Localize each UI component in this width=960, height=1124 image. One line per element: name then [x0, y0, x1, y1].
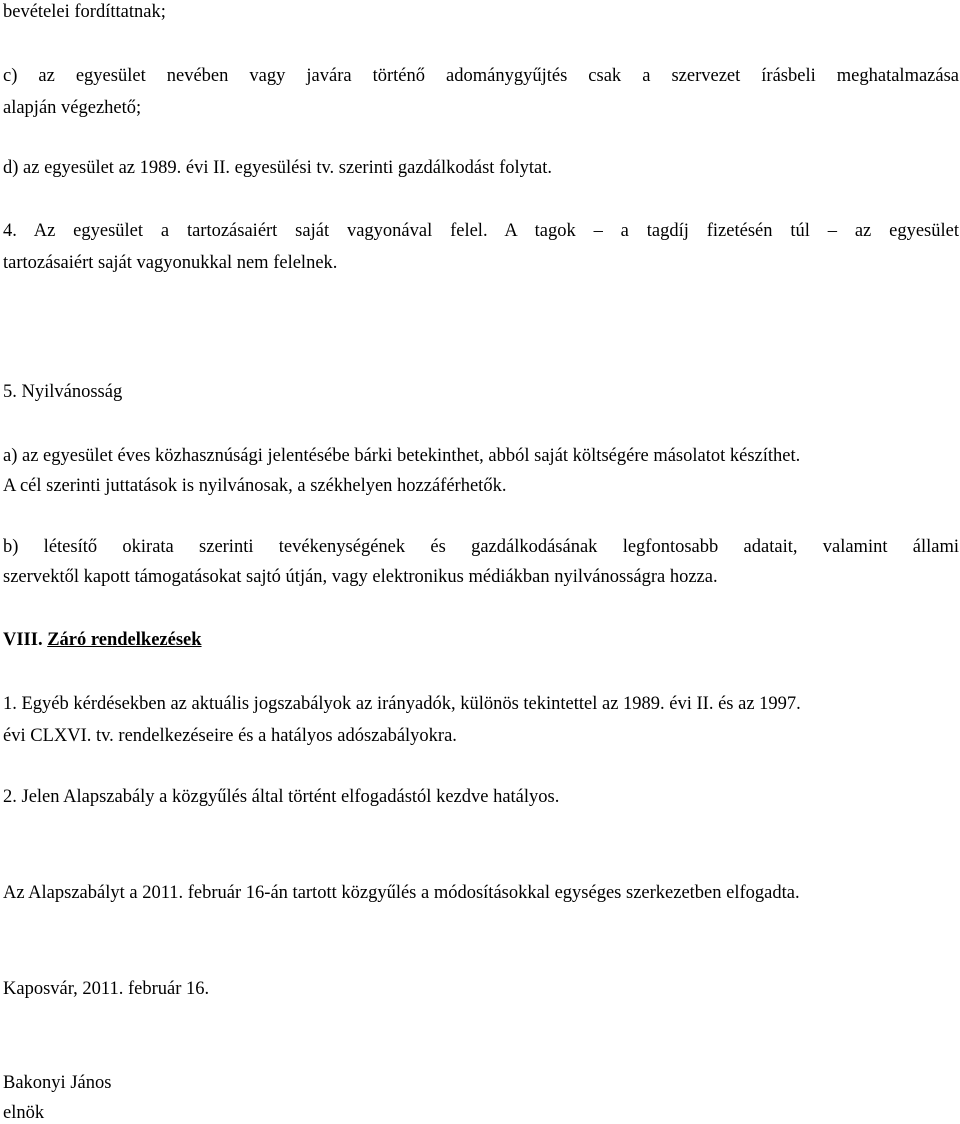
item-c-line-2: alapján végezhető; [3, 98, 142, 118]
text-line-fragment: bevételei fordíttatnak; [3, 2, 166, 22]
closing-2: 2. Jelen Alapszabály a közgyűlés által történt elfogadástól kezdve hatályos. [3, 787, 560, 807]
signatory-title: elnök [3, 1103, 45, 1123]
item-c-line-1: c) az egyesület nevében vagy javára történő adománygyűjtés csak a szervezet írásbeli meghatalmazása [3, 66, 959, 86]
closing-1-line-2: évi CLXVI. tv. rendelkezéseire és a hatályos adószabályokra. [3, 726, 457, 746]
section-5-b-line-2: szervektől kapott támogatásokat sajtó útján, vagy elektronikus médiákban nyilvánosságra hozza. [3, 567, 718, 587]
chapter-viii-heading [3, 631, 202, 650]
signatory-name: Bakonyi János [3, 1073, 112, 1093]
item-d: d) az egyesület az 1989. évi II. egyesülési tv. szerinti gazdálkodást folytat. [3, 158, 552, 178]
chapter-viii-number: VIII. [3, 630, 43, 650]
point-4-line-2: tartozásaiért saját vagyonukkal nem felelnek. [3, 253, 338, 273]
section-5-a-line-1: a) az egyesület éves közhasznúsági jelentésébe bárki betekinthet, abból saját költségére másolatot készíthet. [3, 446, 801, 466]
section-5-b-line-1: b) létesítő okirata szerinti tevékenységének és gazdálkodásának legfontosabb adatait, valamint állami [3, 537, 959, 557]
place-date: Kaposvár, 2011. február 16. [3, 979, 210, 999]
section-5-a-line-2: A cél szerinti juttatások is nyilvánosak, a székhelyen hozzáférhetők. [3, 476, 507, 496]
closing-1-line-1: 1. Egyéb kérdésekben az aktuális jogszabályok az irányadók, különös tekintettel az 1989. évi II. és az 1997. [3, 694, 801, 714]
chapter-viii-title: Záró rendelkezések [47, 630, 202, 650]
point-4-line-1: 4. Az egyesület a tartozásaiért saját vagyonával felel. A tagok – a tagdíj fizetésén túl – az egyesület [3, 221, 959, 241]
adoption-note: Az Alapszabályt a 2011. február 16-án tartott közgyűlés a módosításokkal egységes szerkezetben elfogadta. [3, 883, 800, 903]
section-5-heading: 5. Nyilvánosság [3, 382, 123, 402]
